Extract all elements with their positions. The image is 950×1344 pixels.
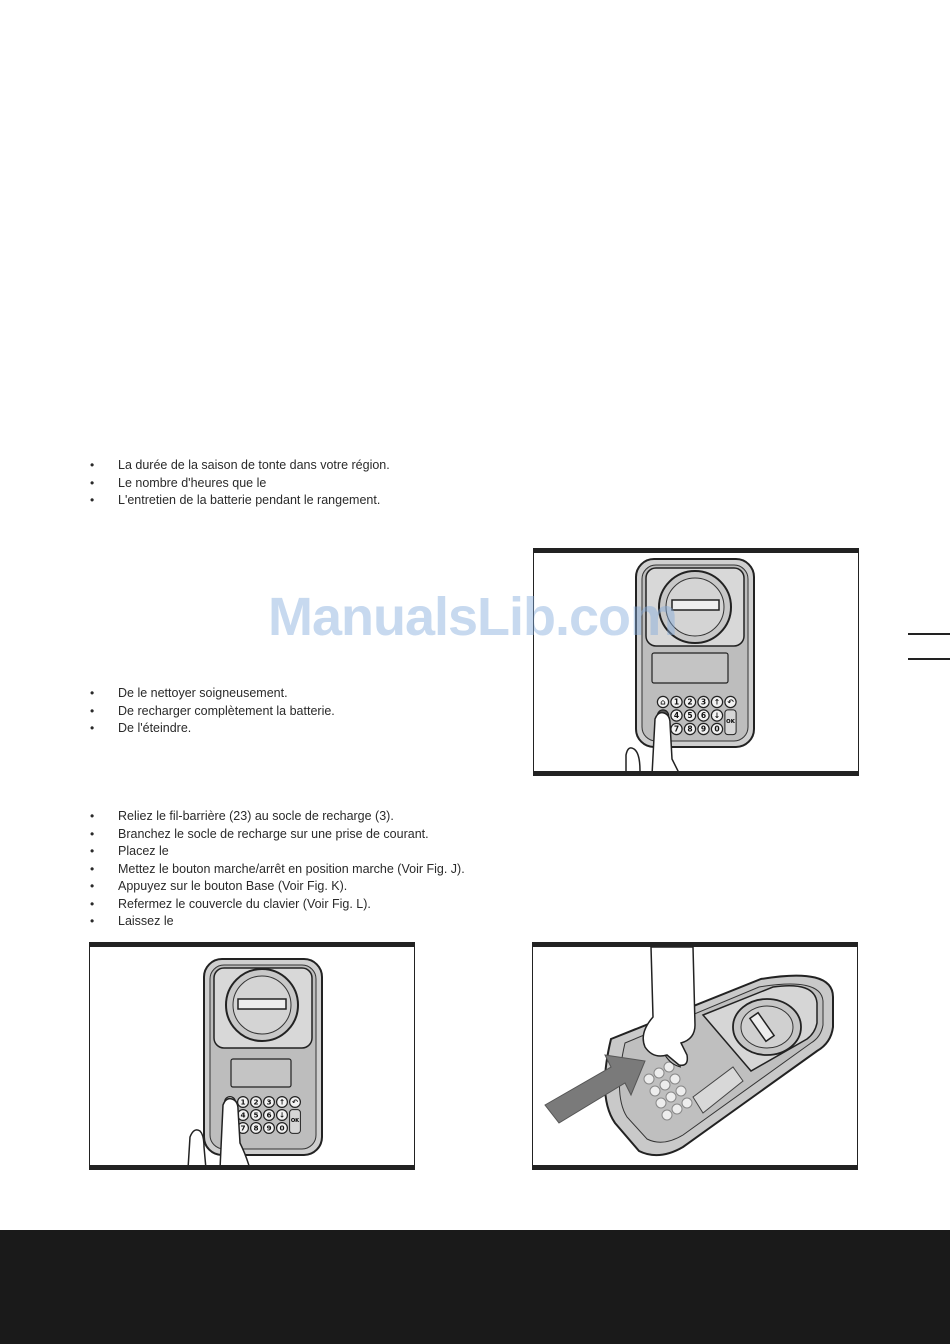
row3-1-key-label: 8 (687, 724, 693, 734)
section-tab-line-bottom (908, 658, 950, 660)
list-season (90, 457, 390, 510)
row3-3-key-label: 0 (279, 1123, 285, 1133)
list-item: • Branchez le socle de recharge sur une prise de courant. (90, 826, 465, 844)
row1-2-key-label: 2 (253, 1097, 259, 1107)
list-item: • De le nettoyer soigneusement. (90, 685, 335, 703)
figure-close-cover (532, 942, 858, 1170)
row2-3-key-label: ↓ (278, 1110, 286, 1120)
row2-0-key-label: 4 (240, 1110, 246, 1120)
list-item: • L'entretien de la batterie pendant le rangement. (90, 492, 390, 510)
list-item: • Laissez le (90, 913, 465, 931)
row1-0-key-label: ⌂ (660, 697, 666, 707)
section-tab-line-top (908, 633, 950, 635)
list-item: • Appuyez sur le bouton Base (Voir Fig. K). (90, 878, 465, 896)
list-item: • De l'éteindre. (90, 720, 335, 738)
row2-1-key-label: 5 (253, 1110, 259, 1120)
row3-3-key-label: 0 (714, 724, 720, 734)
list-item: • La durée de la saison de tonte dans votre région. (90, 457, 390, 475)
row1-3-key-label: 3 (700, 697, 707, 707)
watermark: ManualsLib.com (268, 587, 678, 647)
row1-4-key-label: ↑ (713, 697, 721, 707)
list-steps (90, 808, 465, 931)
figure-keypad-press-bottom (89, 942, 415, 1170)
list-item: • Reliez le fil-barrière (23) au socle de recharge (3). (90, 808, 465, 826)
row1-3-key-label: 3 (266, 1097, 272, 1107)
row2-2-key-label: 6 (700, 711, 707, 721)
figure-keypad-press-top (533, 548, 859, 776)
row1-2-key-label: 2 (687, 697, 693, 707)
row2-3-key-label: ↓ (713, 711, 721, 721)
row1-1-key-label: 1 (240, 1097, 246, 1107)
keypad-illustration (90, 947, 415, 1170)
row2-0-key-label: 4 (673, 711, 680, 721)
list-item: • Placez le (90, 843, 465, 861)
row2-1-key-label: 5 (687, 711, 693, 721)
ok-key-label: OK (726, 718, 735, 725)
list-item: • De recharger complètement la batterie. (90, 703, 335, 721)
footer-band (0, 1230, 950, 1344)
row3-2-key-label: 9 (266, 1123, 272, 1133)
row3-0-key-label: 7 (673, 724, 680, 734)
row3-1-key-label: 8 (253, 1123, 259, 1133)
list-item: • Le nombre d'heures que le (90, 475, 390, 493)
row2-2-key-label: 6 (266, 1110, 272, 1120)
row1-5-key-label: ↶ (727, 697, 734, 707)
row1-5-key-label: ↶ (291, 1097, 299, 1107)
list-item: • Mettez le bouton marche/arrêt en position marche (Voir Fig. J). (90, 861, 465, 879)
list-item: • Refermez le couvercle du clavier (Voir Fig. L). (90, 896, 465, 914)
row1-1-key-label: 1 (673, 697, 680, 707)
row1-4-key-label: ↑ (278, 1097, 286, 1107)
cover-illustration (533, 947, 858, 1170)
row3-0-key-label: 7 (240, 1123, 246, 1133)
list-storage (90, 685, 335, 738)
ok-key-label: OK (290, 1118, 300, 1125)
row3-2-key-label: 9 (700, 724, 707, 734)
